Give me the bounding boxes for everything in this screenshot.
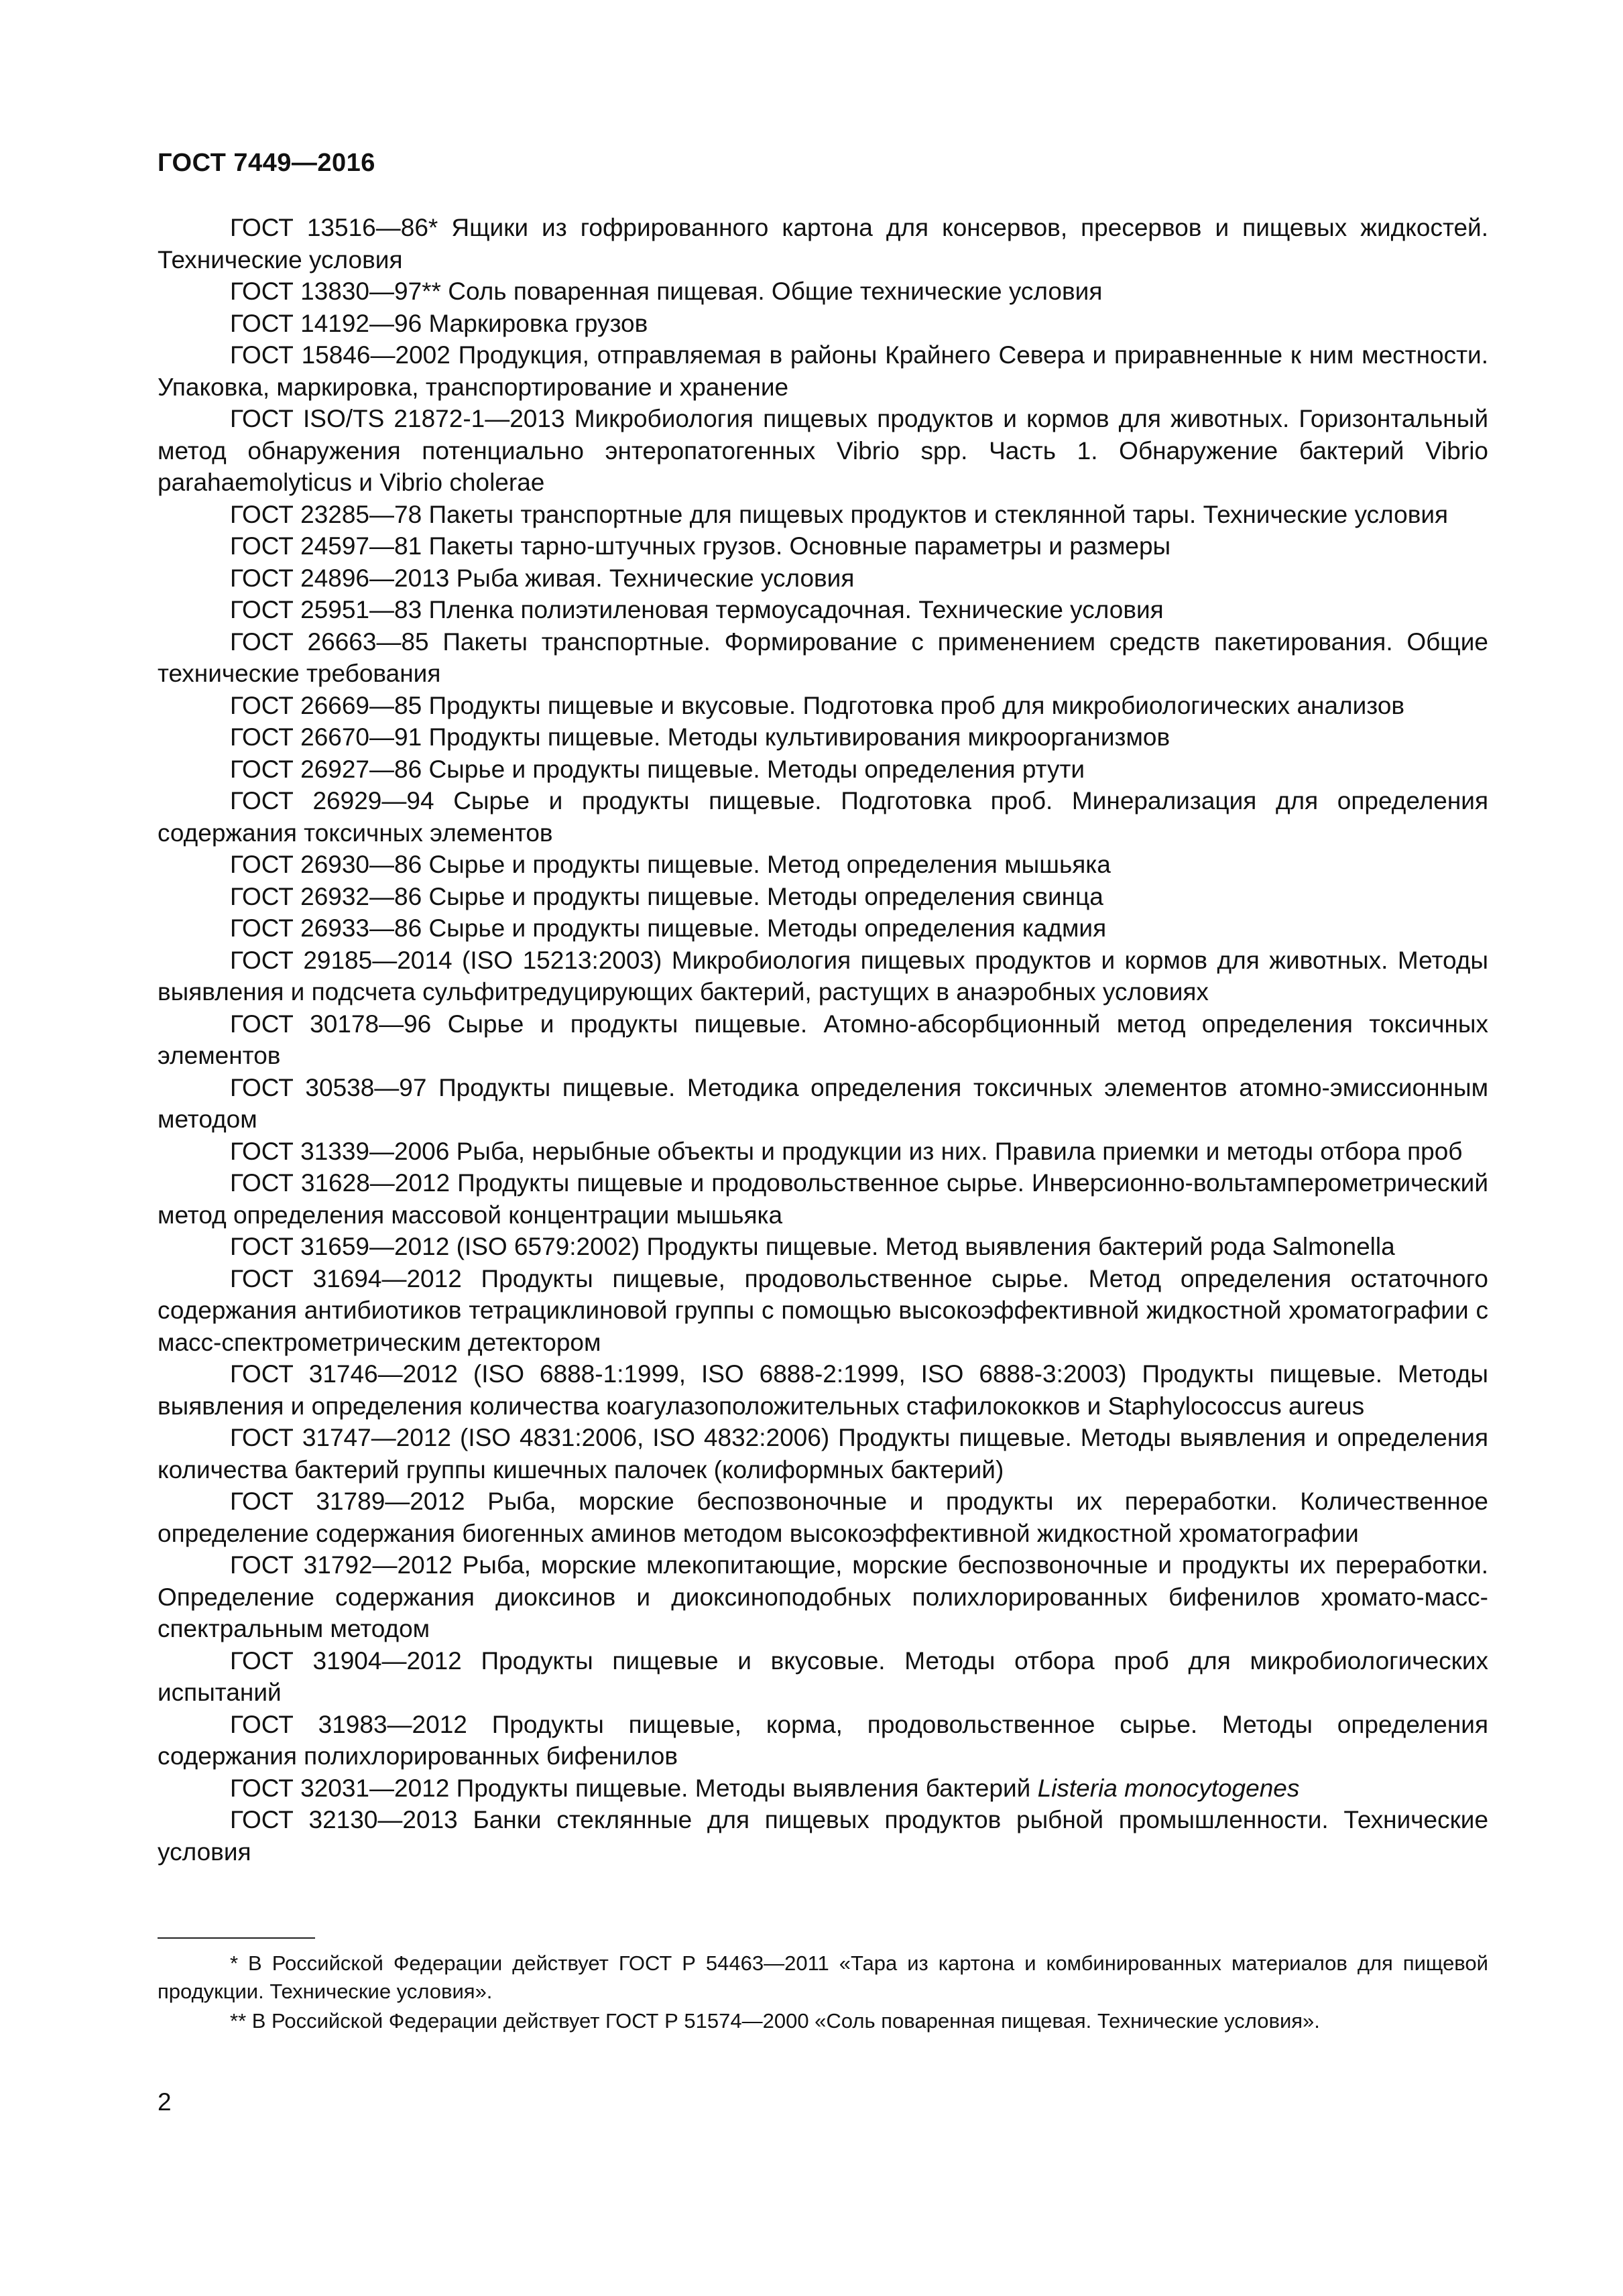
- reference-item: [158, 1486, 1488, 1549]
- reference-title: Банки стеклянные для пищевых продуктов рыбной промышленности. Технические условия: [158, 1806, 1489, 1866]
- reference-title: Продукты пищевые. Методика определения токсичных элементов атомно-эмиссионным методом: [158, 1073, 1489, 1133]
- reference-code: ГОСТ 31694—2012: [230, 1264, 462, 1292]
- reference-title: Рыба живая. Технические условия: [456, 564, 855, 592]
- reference-code: ГОСТ 26929—94: [230, 787, 434, 814]
- reference-title: Рыба, нерыбные объекты и продукции из них. Правила приемки и методы отбора проб: [456, 1137, 1463, 1165]
- reference-code: ГОСТ 23285—78: [230, 500, 422, 528]
- standard-header: ГОСТ 7449—2016: [158, 149, 375, 177]
- reference-item: [158, 1167, 1488, 1231]
- reference-title: Пакеты транспортные для пищевых продуктов и стеклянной тары. Технические условия: [428, 500, 1449, 528]
- reference-title: Сырье и продукты пищевые. Методы определения свинца: [428, 882, 1103, 910]
- footnote-item: ** В Российской Федерации действует ГОСТ Р 51574—2000 «Соль поваренная пищевая. Технические условия».: [230, 2009, 1320, 2033]
- reference-title: Продукты пищевые. Методы выявления и определения количества бактерий группы кишечных палочек (колиформных бактерий): [158, 1424, 1489, 1484]
- reference-title: Сырье и продукты пищевые. Атомно-абсорбционный метод определения токсичных элементов: [158, 1010, 1488, 1069]
- reference-title: Продукты пищевые и вкусовые. Методы отбора проб для микробиологических испытаний: [158, 1646, 1489, 1706]
- reference-item: [158, 849, 1488, 881]
- reference-title: Продукты пищевые, корма, продовольственное сырье. Методы определения содержания полихлорированных бифенилов: [158, 1710, 1489, 1770]
- reference-code: ГОСТ 30538—97: [230, 1073, 427, 1101]
- footnote-item: * В Российской Федерации действует ГОСТ Р 54463—2011 «Тара из картона и комбинированных материалов для пищевой продукции. Технические условия».: [158, 1951, 1488, 2003]
- reference-item: [158, 1804, 1488, 1868]
- reference-title: Пленка полиэтиленовая термоусадочная. Технические условия: [428, 596, 1164, 623]
- page-number: 2: [158, 2088, 172, 2116]
- reference-title: Сырье и продукты пищевые. Методы определения ртути: [428, 755, 1085, 783]
- reference-item: [158, 881, 1488, 913]
- reference-code: ГОСТ 29185—2014 (ISO 15213:2003): [230, 946, 662, 974]
- reference-item: [158, 785, 1488, 849]
- reference-item: [158, 626, 1488, 690]
- footnotes: [158, 1949, 1488, 2037]
- reference-code: ГОСТ ISO/TS 21872-1—2013: [230, 405, 565, 432]
- reference-title: Пакеты тарно-штучных грузов. Основные параметры и размеры: [428, 532, 1171, 560]
- reference-item: [158, 912, 1488, 945]
- reference-item: [158, 530, 1488, 562]
- reference-code: ГОСТ 13830—97**: [230, 278, 441, 305]
- reference-title: Продукты пищевые. Методы культивирования микроорганизмов: [428, 723, 1170, 751]
- reference-title: Маркировка грузов: [428, 309, 648, 337]
- reference-title-italic: Listeria monocytogenes: [1037, 1774, 1300, 1802]
- reference-code: ГОСТ 31789—2012: [230, 1488, 465, 1515]
- reference-code: ГОСТ 26670—91: [230, 723, 422, 751]
- reference-item: [158, 562, 1488, 595]
- reference-code: ГОСТ 26663—85: [230, 627, 429, 656]
- reference-item: [158, 403, 1488, 499]
- reference-code: ГОСТ 26669—85: [230, 691, 422, 719]
- reference-item: [158, 945, 1488, 1008]
- reference-title: Продукты пищевые и продовольственное сырье. Инверсионно-вольтамперометрический метод определения массовой концентрации мышьяка: [158, 1169, 1489, 1229]
- reference-code: ГОСТ 25951—83: [230, 596, 422, 623]
- normative-references-list: [158, 212, 1488, 1868]
- reference-code: ГОСТ 31339—2006: [230, 1137, 450, 1165]
- reference-item: [158, 1008, 1488, 1072]
- reference-item: [158, 1358, 1488, 1422]
- reference-title: Соль поваренная пищевая. Общие технические условия: [448, 278, 1103, 305]
- reference-code: ГОСТ 31983—2012: [230, 1710, 467, 1738]
- reference-code: ГОСТ 24896—2013: [230, 564, 450, 592]
- reference-code: ГОСТ 26932—86: [230, 882, 422, 910]
- reference-title: Рыба, морские беспозвоночные и продукты их переработки. Количественное определение содержания биогенных аминов методом высокоэффективной жидкостной хроматографии: [158, 1488, 1489, 1547]
- reference-item: [158, 1709, 1488, 1772]
- reference-code: ГОСТ 31747—2012 (ISO 4831:2006, ISO 4832:2006): [230, 1424, 830, 1451]
- reference-code: ГОСТ 32130—2013: [230, 1806, 458, 1833]
- reference-item: [158, 1645, 1488, 1709]
- reference-item: [158, 499, 1488, 531]
- reference-code: ГОСТ 26930—86: [230, 851, 422, 878]
- reference-title: Продукты пищевые и вкусовые. Подготовка проб для микробиологических анализов: [428, 691, 1405, 719]
- reference-title: Продукты пищевые. Метод выявления бактерий рода Salmonella: [646, 1233, 1395, 1260]
- reference-code: ГОСТ 31628—2012: [230, 1169, 450, 1197]
- reference-title: Рыба, морские млекопитающие, морские беспозвоночные и продукты их переработки. Определение содержания диоксинов и диоксиноподобных полихлорированных бифенилов хромато-масс-спектральным методом: [158, 1551, 1488, 1642]
- reference-title: Продукты пищевые. Методы выявления и определения количества коагулазоположительных стафилококков и Staphylococcus aureus: [158, 1360, 1488, 1420]
- reference-title: Продукты пищевые, продовольственное сырье. Метод определения остаточного содержания антибиотиков тетрациклиновой группы с помощью высокоэффективной жидкостной хроматографии с масс-спектрометрическим детектором: [158, 1264, 1488, 1356]
- reference-title: Микробиология пищевых продуктов и кормов для животных. Методы выявления и подсчета сульфитредуцирующих бактерий, растущих в анаэробных условиях: [158, 946, 1488, 1006]
- reference-code: ГОСТ 13516—86*: [230, 214, 438, 241]
- reference-title: Сырье и продукты пищевые. Подготовка проб. Минерализация для определения содержания токсичных элементов: [158, 787, 1489, 847]
- reference-code: ГОСТ 24597—81: [230, 532, 422, 560]
- reference-code: ГОСТ 30178—96: [230, 1010, 432, 1038]
- reference-title: Продукты пищевые. Методы выявления бактерий: [456, 1774, 1031, 1802]
- reference-title: Пакеты транспортные. Формирование с применением средств пакетирования. Общие технические требования: [158, 627, 1488, 687]
- reference-item: [158, 276, 1488, 308]
- reference-item: [158, 690, 1488, 722]
- reference-title: Сырье и продукты пищевые. Метод определения мышьяка: [428, 851, 1111, 878]
- reference-item: [158, 1549, 1488, 1645]
- reference-item: [158, 753, 1488, 786]
- reference-code: ГОСТ 31904—2012: [230, 1646, 462, 1675]
- reference-code: ГОСТ 14192—96: [230, 309, 422, 337]
- reference-item: [158, 1136, 1488, 1168]
- reference-code: ГОСТ 31746—2012 (ISO 6888-1:1999, ISO 6888-2:1999, ISO 6888-3:2003): [230, 1360, 1127, 1388]
- reference-title: Продукция, отправляемая в районы Крайнего Севера и приравненные к ним местности. Упаковка, маркировка, транспортирование и хранение: [158, 341, 1489, 401]
- reference-item: [158, 721, 1488, 753]
- reference-item: [158, 1422, 1488, 1486]
- reference-title: Ящики из гофрированного картона для консервов, пресервов и пищевых жидкостей. Технические условия: [158, 214, 1489, 274]
- reference-code: ГОСТ 15846—2002: [230, 341, 450, 369]
- reference-code: ГОСТ 31792—2012: [230, 1551, 453, 1579]
- footnote-divider: [158, 1937, 315, 1939]
- reference-code: ГОСТ 26933—86: [230, 914, 422, 942]
- reference-item: [158, 594, 1488, 626]
- reference-code: ГОСТ 32031—2012: [230, 1774, 450, 1802]
- reference-item: [158, 339, 1488, 403]
- reference-title: Сырье и продукты пищевые. Методы определения кадмия: [428, 914, 1107, 942]
- reference-item: [158, 212, 1488, 276]
- reference-item: [158, 1772, 1488, 1805]
- reference-item: [158, 1231, 1488, 1263]
- reference-item: [158, 1263, 1488, 1359]
- reference-code: ГОСТ 31659—2012 (ISO 6579:2002): [230, 1233, 640, 1260]
- reference-item: [158, 308, 1488, 340]
- reference-item: [158, 1072, 1488, 1136]
- reference-title: Микробиология пищевых продуктов и кормов для животных. Горизонтальный метод обнаружения потенциально энтеропатогенных Vibrio spp. Часть 1. Обнаружение бактерий Vibrio parahaemolyticus и Vibrio cholerae: [158, 405, 1488, 496]
- reference-code: ГОСТ 26927—86: [230, 755, 422, 783]
